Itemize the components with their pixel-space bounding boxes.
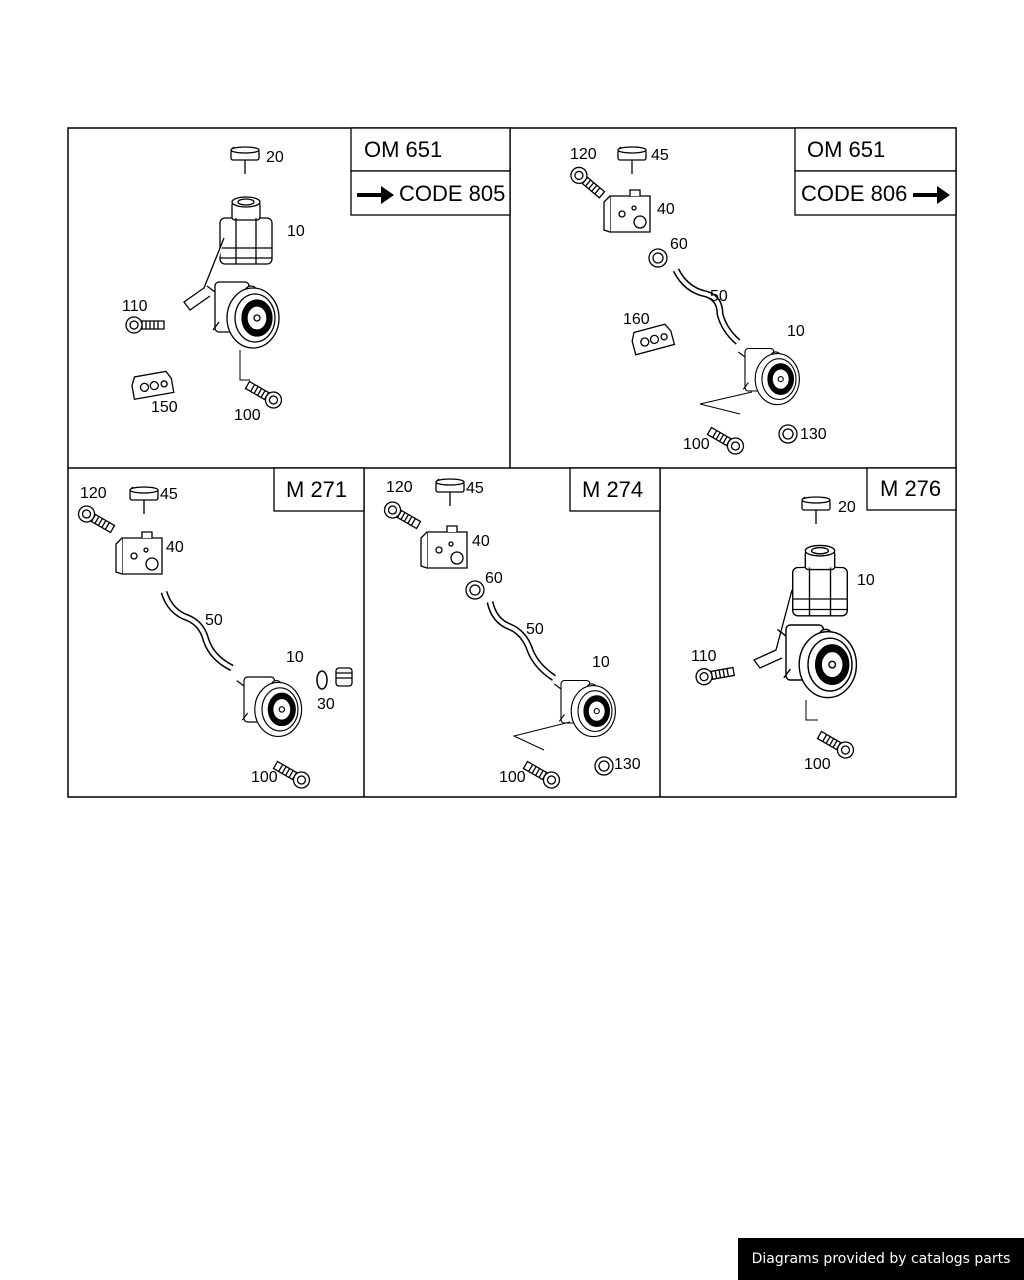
hose-part <box>490 602 554 678</box>
callout-label: 10 <box>592 654 610 671</box>
callout-label: 10 <box>857 572 875 589</box>
cap-part <box>130 487 158 514</box>
callout-label: 100 <box>251 769 278 786</box>
callout-label: 120 <box>570 146 597 163</box>
bracket-part <box>131 371 174 400</box>
code-label: CODE 806 <box>801 181 908 206</box>
callout-label: 30 <box>317 696 335 713</box>
pump-part <box>207 282 279 348</box>
callout-label: 45 <box>160 486 178 503</box>
callout-label: 100 <box>683 436 710 453</box>
callout-label: 130 <box>800 426 827 443</box>
callout-label: 45 <box>651 147 669 164</box>
footer-credit: Diagrams provided by catalogs parts <box>738 1238 1024 1280</box>
cap-part <box>436 479 464 506</box>
callout-label: 20 <box>266 149 284 166</box>
callout-label: 110 <box>122 298 148 315</box>
panel-m276 <box>691 468 956 773</box>
reservoir-part <box>220 197 272 264</box>
bolt-part <box>705 424 746 457</box>
callout-label: 160 <box>623 311 650 328</box>
callout-label: 50 <box>526 621 544 638</box>
callout-label: 110 <box>691 648 717 665</box>
reservoir-part <box>793 545 848 615</box>
oring-part <box>317 671 327 689</box>
callout-label: 120 <box>386 479 413 496</box>
pump-part <box>777 625 856 698</box>
washer-part <box>779 425 797 443</box>
panel-om651-code805 <box>122 128 510 424</box>
callout-label: 50 <box>710 288 728 305</box>
bolt-part <box>76 503 117 536</box>
reservoir-part <box>421 526 467 568</box>
plug-part <box>336 668 352 686</box>
callout-label: 45 <box>466 480 484 497</box>
pump-part <box>237 677 302 736</box>
cap-part <box>802 497 830 524</box>
pump-part <box>554 681 615 737</box>
engine-label: M 276 <box>880 476 942 501</box>
callout-label: 20 <box>838 499 856 516</box>
panel-m271 <box>76 468 364 791</box>
callout-label: 100 <box>499 769 526 786</box>
pump-part <box>738 349 799 405</box>
callout-label: 100 <box>804 756 831 773</box>
bolt-part <box>126 317 164 333</box>
code-label: CODE 805 <box>399 181 506 206</box>
engine-label: M 274 <box>582 477 644 502</box>
engine-label: OM 651 <box>364 137 443 162</box>
cap-part <box>231 147 259 174</box>
panel-m274 <box>382 468 660 791</box>
callout-label: 40 <box>166 539 184 556</box>
bolt-part <box>568 164 607 201</box>
callout-label: 10 <box>787 323 805 340</box>
callout-label: 100 <box>234 407 261 424</box>
bolt-part <box>695 664 735 686</box>
engine-label: OM 651 <box>807 137 886 162</box>
reservoir-part <box>116 532 162 574</box>
callout-label: 50 <box>205 612 223 629</box>
callout-label: 40 <box>657 201 675 218</box>
cap-part <box>618 147 646 174</box>
engine-label: M 271 <box>286 477 348 502</box>
seal-part <box>466 581 484 599</box>
callout-label: 120 <box>80 485 107 502</box>
panel-om651-code806 <box>568 128 956 457</box>
callout-label: 10 <box>286 649 304 666</box>
callout-label: 10 <box>287 223 305 240</box>
seal-part <box>649 249 667 267</box>
bolt-part <box>521 758 562 791</box>
callout-label: 130 <box>614 756 641 773</box>
hose-part <box>164 592 232 668</box>
washer-part <box>595 757 613 775</box>
reservoir-part <box>604 190 650 232</box>
callout-label: 60 <box>670 236 688 253</box>
bolt-part <box>243 378 284 411</box>
callout-label: 150 <box>151 399 178 416</box>
callout-label: 60 <box>485 570 503 587</box>
callout-label: 40 <box>472 533 490 550</box>
bolt-part <box>382 499 423 532</box>
